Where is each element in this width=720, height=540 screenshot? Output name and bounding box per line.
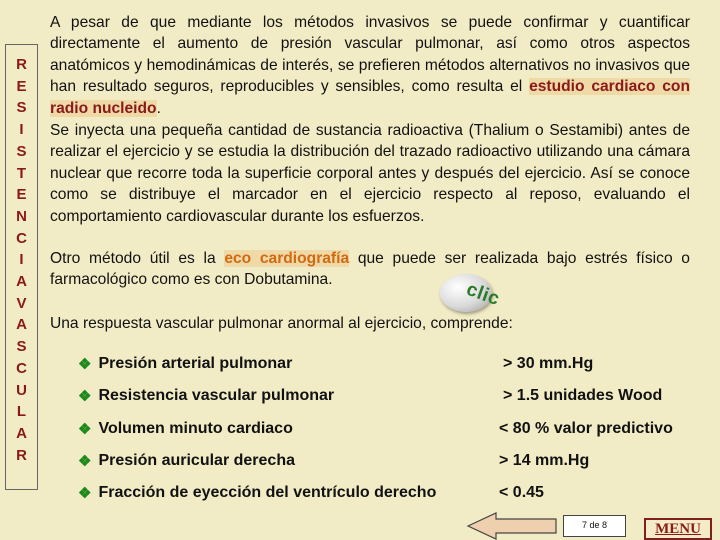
side-title-letter: R — [16, 56, 27, 73]
paragraph-text: A pesar de que mediante los métodos invasivos se puede confirmar y cuantificar directamente el aumento de presión vascular pulmonar, así como otros aspectos anatómicos y hemodinámicas de interés, se prefieren métodos alternativos no invasivos que han resultado seguros, reproducibles y sensibles, como resulta el — [50, 14, 690, 96]
diamond-bullet-icon: ❖ — [78, 485, 92, 502]
paragraph-period: . — [156, 99, 161, 117]
clic-button[interactable] — [440, 274, 503, 318]
diamond-bullet-icon: ❖ — [78, 388, 92, 405]
page-indicator: 7 de 8 — [563, 515, 626, 537]
previous-slide-button[interactable] — [466, 512, 558, 540]
paragraph-invasive-methods — [50, 12, 690, 119]
side-title-letter: S — [16, 142, 27, 160]
clic-label: clic — [463, 278, 503, 311]
criteria-label: Volumen minuto cardiaco — [98, 420, 293, 437]
side-title-letter: V — [16, 294, 27, 312]
side-title-letter: A — [16, 316, 27, 334]
side-title-letter: S — [16, 99, 27, 117]
nuclear-study-link[interactable]: estudio cardiaco con radio nucleido — [50, 78, 690, 117]
criteria-row — [78, 452, 295, 470]
criteria-row — [78, 420, 293, 438]
criteria-label: Presión arterial pulmonar — [98, 355, 293, 372]
criteria-label: Resistencia vascular pulmonar — [98, 387, 335, 404]
left-arrow-icon — [466, 512, 558, 540]
side-title-letter: A — [16, 273, 27, 291]
side-title-letter: A — [16, 424, 27, 442]
side-title-letter: C — [16, 359, 27, 377]
paragraph-radioactive-injection: Se inyecta una pequeña cantidad de sustancia radioactiva (Thalium o Sestamibi) antes de realizar el ejercicio y se estudia la distribución del trazado radioactivo utilizando una cámara nuclear que recorre toda la superficie corporal antes y después del ejercicio. Así se conoce como se distribuye el marcador en el ejercicio respecto al reposo, evaluando el comportamiento cardiovascular durante los esfuerzos. — [50, 122, 690, 225]
side-title-panel — [5, 44, 38, 490]
side-title-letter: T — [16, 164, 27, 182]
criteria-value: < 0.45 — [499, 484, 544, 501]
diamond-bullet-icon: ❖ — [78, 356, 92, 373]
diamond-bullet-icon: ❖ — [78, 453, 92, 470]
criteria-value: < 80 % valor predictivo — [499, 420, 673, 437]
paragraph-text: Otro método útil es la — [50, 250, 216, 267]
criteria-row — [78, 355, 292, 373]
side-title-letter: I — [19, 121, 24, 139]
criteria-intro: Una respuesta vascular pulmonar anormal al ejercicio, comprende: — [50, 315, 513, 332]
criteria-label: Presión auricular derecha — [98, 452, 295, 469]
side-title-letter: R — [16, 446, 27, 464]
side-title-letters — [6, 45, 37, 466]
paragraph-echocardiography — [50, 248, 690, 291]
criteria-row — [78, 387, 334, 405]
side-title-letter: S — [16, 338, 27, 356]
paragraph-text: que puede ser realizada bajo estrés físico o farmacológico como es con Dobutamina. — [50, 250, 690, 289]
side-title-letter: E — [16, 77, 27, 95]
diamond-bullet-icon: ❖ — [78, 421, 92, 438]
criteria-row — [78, 484, 436, 502]
side-title-letter: N — [16, 207, 27, 225]
side-title-letter: U — [16, 381, 27, 399]
side-title-letter: C — [16, 229, 27, 247]
criteria-value: > 1.5 unidades Wood — [503, 387, 663, 404]
side-title-letter: E — [16, 186, 27, 204]
criteria-value: > 14 mm.Hg — [499, 452, 590, 469]
criteria-label: Fracción de eyección del ventrículo derecho — [98, 484, 437, 501]
side-title-letter: L — [16, 403, 27, 421]
side-title-letter: I — [19, 251, 24, 269]
menu-button[interactable]: MENU — [644, 518, 712, 540]
echocardiography-link[interactable]: eco cardiografía — [224, 250, 350, 267]
criteria-value: > 30 mm.Hg — [503, 355, 594, 372]
